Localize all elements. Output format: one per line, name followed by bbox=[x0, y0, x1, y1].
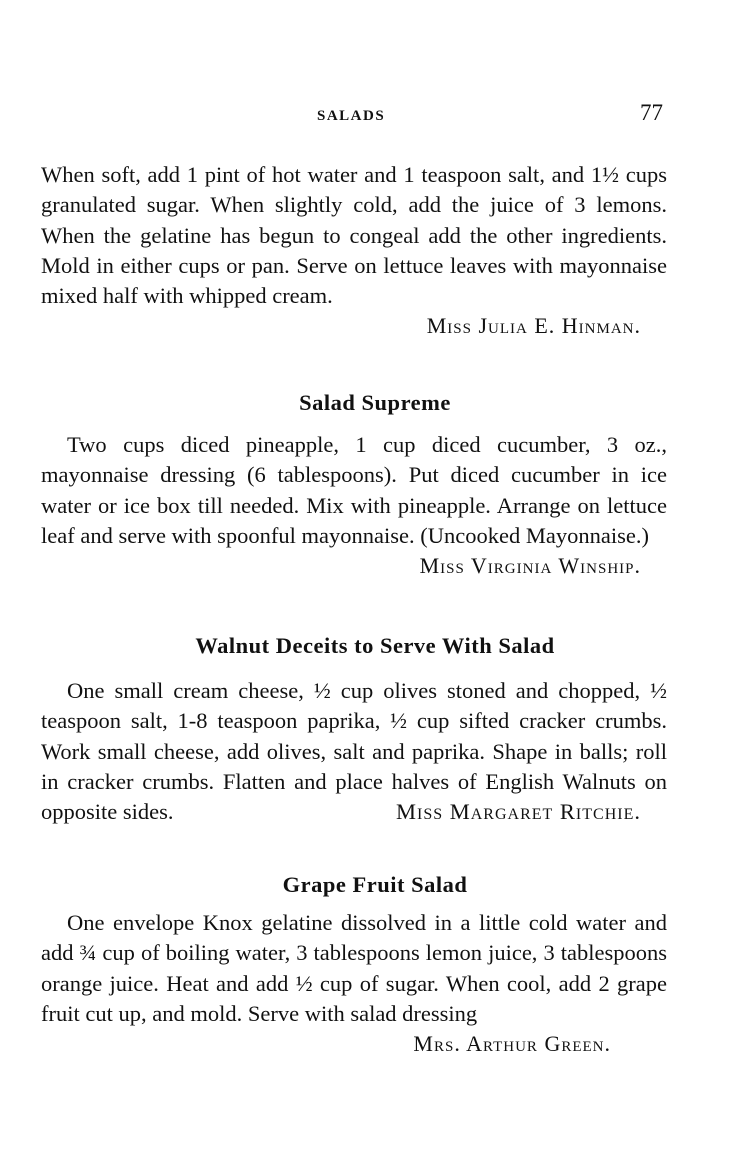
recipe-title-salad-supreme: Salad Supreme bbox=[299, 390, 451, 415]
continuation-text: When soft, add 1 pint of hot water and 1 teaspoon salt, and 1½ cups granulated sugar. When slightly cold, add the juice of 3 lemons. When the gelatine has begun to congeal add the other ingredients. Mold in either cups or pan. Serve on lettuce leaves with mayonnaise mixed half with whipped cream. bbox=[41, 162, 667, 309]
recipe-body: One small cream cheese, ½ cup olives stoned and chopped, ½ teaspoon salt, 1-8 teaspoon paprika, ½ cup sifted cracker crumbs. Work small cheese, add olives, salt and paprika. Shape in balls; roll in cracker crumbs. Flatten and place halves of English Walnuts on opposite sides. bbox=[41, 678, 667, 825]
recipe-signature: Miss Virginia Winship. bbox=[419, 553, 641, 579]
recipe-text: Two cups diced pineapple, 1 cup diced cucumber, 3 oz., mayonnaise dressing (6 tablespoons). Put diced cucumber in ice water or ice box till needed. Mix with pineapple. Arrange on lettuce leaf and serve with spoonful mayonnaise. (Uncooked Mayonnaise.) bbox=[41, 432, 667, 548]
recipe-text: One envelope Knox gelatine dissolved in a little cold water and add ¾ cup of boiling water, 3 tablespoons lemon juice, 3 tablespoons orange juice. Heat and add ½ cup of sugar. When cool, add 2 grape fruit cut up, and mold. Serve with salad dressing bbox=[41, 910, 667, 1026]
recipe-title-grape-fruit-salad: Grape Fruit Salad bbox=[282, 872, 468, 897]
running-title: SALADS bbox=[317, 108, 386, 124]
recipe-signature: Miss Margaret Ritchie. bbox=[395, 799, 641, 825]
continuation-signature: Miss Julia E. Hinman. bbox=[426, 313, 641, 339]
recipe-salad-supreme bbox=[41, 430, 667, 581]
recipe-grape-fruit-salad bbox=[41, 908, 667, 1059]
recipe-walnut-deceits bbox=[41, 676, 667, 827]
continuation-section bbox=[41, 160, 667, 342]
recipe-text bbox=[41, 676, 667, 827]
page-number: 77 bbox=[640, 100, 663, 125]
running-head bbox=[0, 100, 750, 130]
recipe-title-walnut-deceits: Walnut Deceits to Serve With Salad bbox=[195, 633, 555, 658]
recipe-signature: Mrs. Arthur Green. bbox=[413, 1031, 611, 1057]
